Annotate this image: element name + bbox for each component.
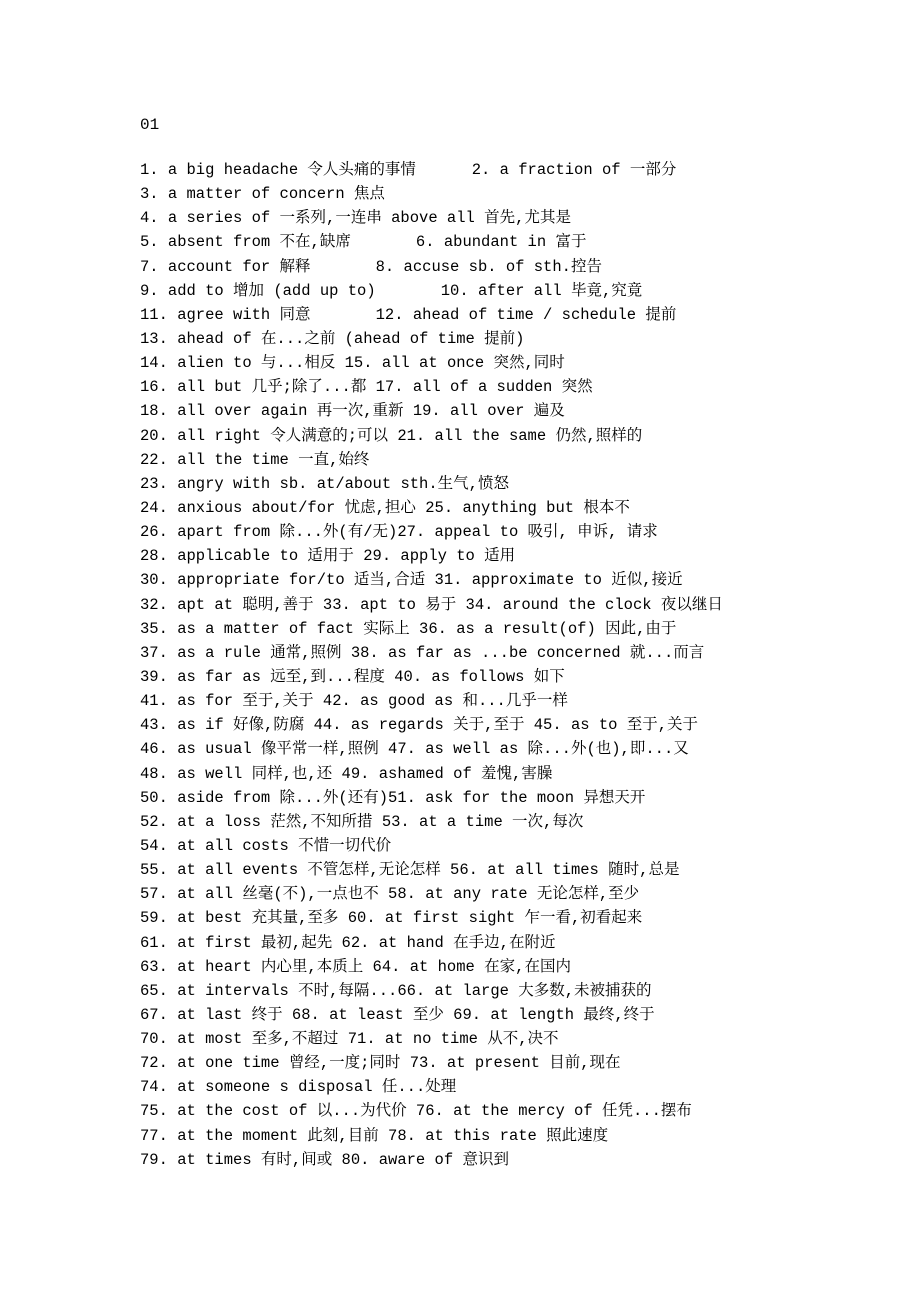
vocabulary-line: 28. applicable to 适用于 29. apply to 适用: [140, 547, 516, 566]
vocabulary-line: 24. anxious about/for 忧虑,担心 25. anything but 根本不: [140, 498, 630, 517]
vocabulary-line: 48. as well 同样,也,还 49. ashamed of 羞愧,害臊: [140, 764, 553, 783]
vocabulary-line: 57. at all 丝毫(不),一点也不 58. at any rate 无论怎样,至少: [140, 885, 640, 904]
vocabulary-line: 79. at times 有时,间或 80. aware of 意识到: [140, 1150, 509, 1169]
vocabulary-line: 16. all but 几乎;除了...都 17. all of a sudden 突然: [140, 378, 593, 397]
vocabulary-line: 7. account for 解释 8. accuse sb. of sth.控告: [140, 257, 602, 276]
vocabulary-line: 20. all right 令人满意的;可以 21. all the same 仍然,照样的: [140, 426, 643, 445]
vocabulary-line: 55. at all events 不管怎样,无论怎样 56. at all times 随时,总是: [140, 861, 680, 880]
vocabulary-line: 52. at a loss 茫然,不知所措 53. at a time 一次,每次: [140, 812, 584, 831]
vocabulary-line: 23. angry with sb. at/about sth.生气,愤怒: [140, 474, 509, 493]
vocabulary-line: 77. at the moment 此刻,目前 78. at this rate 照此速度: [140, 1126, 609, 1145]
vocabulary-line: 32. apt at 聪明,善于 33. apt to 易于 34. around the clock 夜以继日: [140, 595, 723, 614]
vocabulary-line: 30. appropriate for/to 适当,合适 31. approximate to 近似,接近: [140, 571, 683, 590]
vocabulary-line: 13. ahead of 在...之前 (ahead of time 提前): [140, 329, 525, 348]
vocabulary-line: 11. agree with 同意 12. ahead of time / schedule 提前: [140, 305, 677, 324]
vocabulary-line: 14. alien to 与...相反 15. all at once 突然,同时: [140, 354, 565, 373]
vocabulary-line: 22. all the time 一直,始终: [140, 450, 370, 469]
vocabulary-line: 43. as if 好像,防腐 44. as regards 关于,至于 45. as to 至于,关于: [140, 716, 699, 735]
vocabulary-line: 37. as a rule 通常,照例 38. as far as ...be concerned 就...而言: [140, 643, 705, 662]
vocabulary-line: 63. at heart 内心里,本质上 64. at home 在家,在国内: [140, 957, 571, 976]
vocabulary-line: 59. at best 充其量,至多 60. at first sight 乍一看,初看起来: [140, 909, 643, 928]
vocabulary-line: 61. at first 最初,起先 62. at hand 在手边,在附近: [140, 933, 556, 952]
vocabulary-line: 65. at intervals 不时,每隔...66. at large 大多数,未被捕获的: [140, 981, 652, 1000]
vocabulary-line: 5. absent from 不在,缺席 6. abundant in 富于: [140, 233, 587, 252]
vocabulary-line: 74. at someone s disposal 任...处理: [140, 1078, 457, 1097]
vocabulary-line: 72. at one time 曾经,一度;同时 73. at present 目前,现在: [140, 1054, 621, 1073]
vocabulary-line: 1. a big headache 令人头痛的事情 2. a fraction of 一部分: [140, 161, 677, 179]
vocabulary-line: 26. apart from 除...外(有/无)27. appeal to 吸引, 申诉, 请求: [140, 523, 658, 542]
vocabulary-line: 35. as a matter of fact 实际上 36. as a result(of) 因此,由于: [140, 619, 677, 638]
vocabulary-line: 54. at all costs 不惜一切代价: [140, 836, 392, 855]
vocabulary-line: 75. at the cost of 以...为代价 76. at the mercy of 任凭...摆布: [140, 1102, 692, 1121]
page-heading: 01: [140, 116, 160, 134]
vocabulary-line: 4. a series of 一系列,一连串 above all 首先,尤其是: [140, 209, 571, 228]
vocabulary-line: 46. as usual 像平常一样,照例 47. as well as 除...外(也),即...又: [140, 740, 689, 759]
vocabulary-line: 41. as for 至于,关于 42. as good as 和...几乎一样: [140, 692, 568, 711]
vocabulary-line: 3. a matter of concern 焦点: [140, 185, 385, 204]
vocabulary-line: 18. all over again 再一次,重新 19. all over 遍及: [140, 402, 565, 421]
vocabulary-line: 67. at last 终于 68. at least 至少 69. at length 最终,终于: [140, 1005, 655, 1024]
vocabulary-line: 50. aside from 除...外(还有)51. ask for the moon 异想天开: [140, 788, 646, 807]
vocabulary-list: [140, 158, 900, 1172]
vocabulary-line: 9. add to 增加 (add up to) 10. after all 毕竟,究竟: [140, 281, 643, 300]
vocabulary-line: 70. at most 至多,不超过 71. at no time 从不,决不: [140, 1030, 559, 1049]
vocabulary-line: 39. as far as 远至,到...程度 40. as follows 如下: [140, 667, 565, 686]
